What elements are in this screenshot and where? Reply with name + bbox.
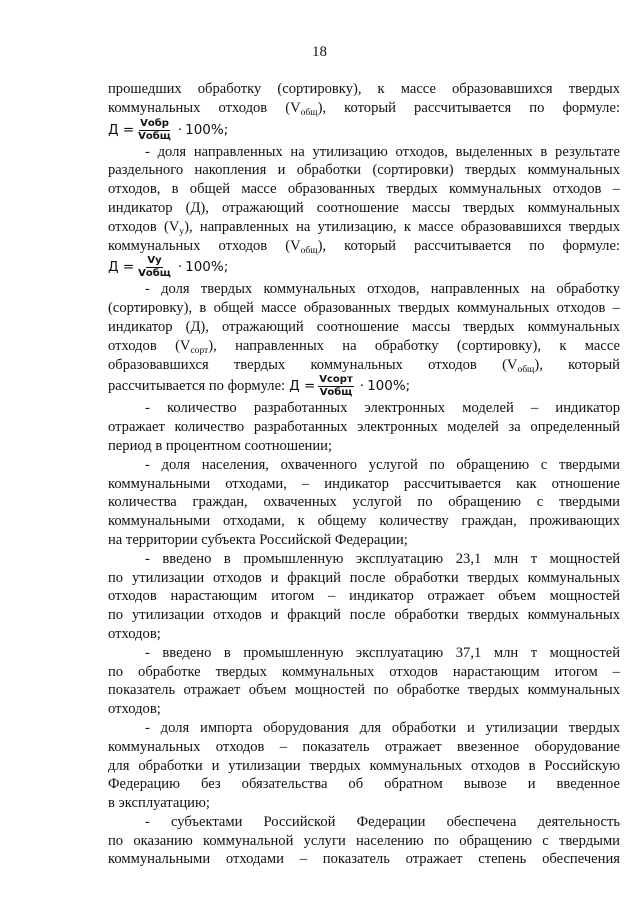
formula-fraction: $\frac{Vу}{\text{Vобщ}}$ — [138, 255, 171, 280]
text-line: отходов $(V_у)$, направленных на утилизацию, к массе образовавшихся твердых — [108, 218, 620, 237]
text-line: (сортировку), в общей массе образованных твердых коммунальных отходов – — [108, 300, 620, 317]
text-line: отходов, в общей массе образованных твердых коммунальных отходов – — [108, 181, 620, 198]
text-line: по утилизации отходов и фракций после обработки твердых коммунальных — [108, 607, 620, 624]
formula-fraction: $\frac{\text{Vобр}}{\text{Vобщ}}$ — [138, 117, 171, 142]
text-line: в эксплуатацию; — [108, 795, 210, 812]
text-line: - доля населения, охваченного услугой по обращению с твердыми — [145, 456, 620, 473]
text-line: для обработки и утилизации твердых коммунальных отходов в Российскую — [108, 757, 620, 774]
text-line: показатель отражает объем мощностей по обработке твердых коммунальных — [108, 682, 620, 699]
text-line: - введено в промышленную эксплуатацию 23,1 млн т мощностей — [145, 550, 620, 567]
text-line: коммунальными отходами – показатель отражает степень обеспечения — [108, 851, 620, 868]
text-line: - количество разработанных электронных моделей – индикатор — [145, 400, 620, 417]
text-line: коммунальных отходов $(V_{общ})$, который рассчитывается по формуле: — [108, 237, 620, 256]
formula-expression: Д = $\frac{\text{Vсорт}}{\text{Vобщ}}$ · 100%; — [289, 374, 411, 399]
text-line: - субъектами Российской Федерации обеспечена деятельность — [145, 813, 620, 830]
text-line: отходов $(V_{сорт})$, направленных на обработку (сортировку), к массе — [108, 337, 620, 356]
text-line: - введено в промышленную эксплуатацию 37,1 млн т мощностей — [145, 644, 620, 661]
text-line: отходов; — [108, 701, 161, 718]
text-line: образовавшихся твердых коммунальных отходов $(V_{общ})$, который — [108, 356, 620, 375]
document-body — [108, 80, 620, 869]
formula-3: рассчитывается по формуле: Д = $\frac{\text{Vсорт}}{\text{Vобщ}}$ · 100%; — [108, 374, 411, 399]
text-line: индикатор (Д), отражающий соотношение массы твердых коммунальных — [108, 318, 620, 335]
text-line: раздельного накопления и обработки (сортировки) твердых коммунальных — [108, 162, 620, 179]
text-line: Федерацию без обязательства об обратном вывозе и введенное — [108, 776, 620, 793]
formula-1 — [108, 118, 620, 143]
text-line: индикатор (Д), отражающий соотношение массы твердых коммунальных — [108, 199, 620, 216]
text-line: по утилизации отходов и фракций после обработки твердых коммунальных — [108, 569, 620, 586]
formula-expression: Д = $\frac{Vу}{\text{Vобщ}}$ · 100%; — [108, 255, 229, 280]
text-line: - доля твердых коммунальных отходов, направленных на обработку — [145, 281, 620, 298]
text-line: отражает количество разработанных электронных моделей за определенный — [108, 419, 620, 436]
text-line: коммунальными отходами, – индикатор рассчитывается как отношение — [108, 475, 620, 492]
text-line: количества граждан, охваченных услугой по обращению с твердыми — [108, 494, 620, 511]
text-line: на территории субъекта Российской Федерации; — [108, 531, 408, 548]
text-line: отходов нарастающим итогом – индикатор отражает объем мощностей — [108, 588, 620, 605]
formula-fraction: $\frac{\text{Vсорт}}{\text{Vобщ}}$ — [319, 374, 353, 399]
text-line: коммунальных отходов $(V_{общ})$, который рассчитывается по формуле: — [108, 99, 620, 118]
text-line: период в процентном соотношении; — [108, 437, 333, 454]
text-line: по оказанию коммунальной услуги населению по обращению с твердыми — [108, 832, 620, 849]
text-line: - доля направленных на утилизацию отходов, выделенных в результате — [145, 143, 620, 160]
text-line: коммунальными отходами, к общему количеству граждан, проживающих — [108, 513, 620, 530]
formula-2 — [108, 255, 620, 280]
text-line: коммунальных отходов – показатель отражает ввезенное оборудование — [108, 738, 620, 755]
text-line: отходов; — [108, 625, 161, 642]
page-number: 18 — [312, 44, 327, 60]
text-line: по обработке твердых коммунальных отходов нарастающим итогом – — [108, 663, 620, 680]
text-line: прошедших обработку (сортировку), к массе образовавшихся твердых — [108, 81, 620, 97]
text-line: - доля импорта оборудования для обработки и утилизации твердых — [145, 719, 620, 736]
formula-expression: Д = $\frac{\text{Vобр}}{\text{Vобщ}}$ · 100%; — [108, 117, 229, 142]
